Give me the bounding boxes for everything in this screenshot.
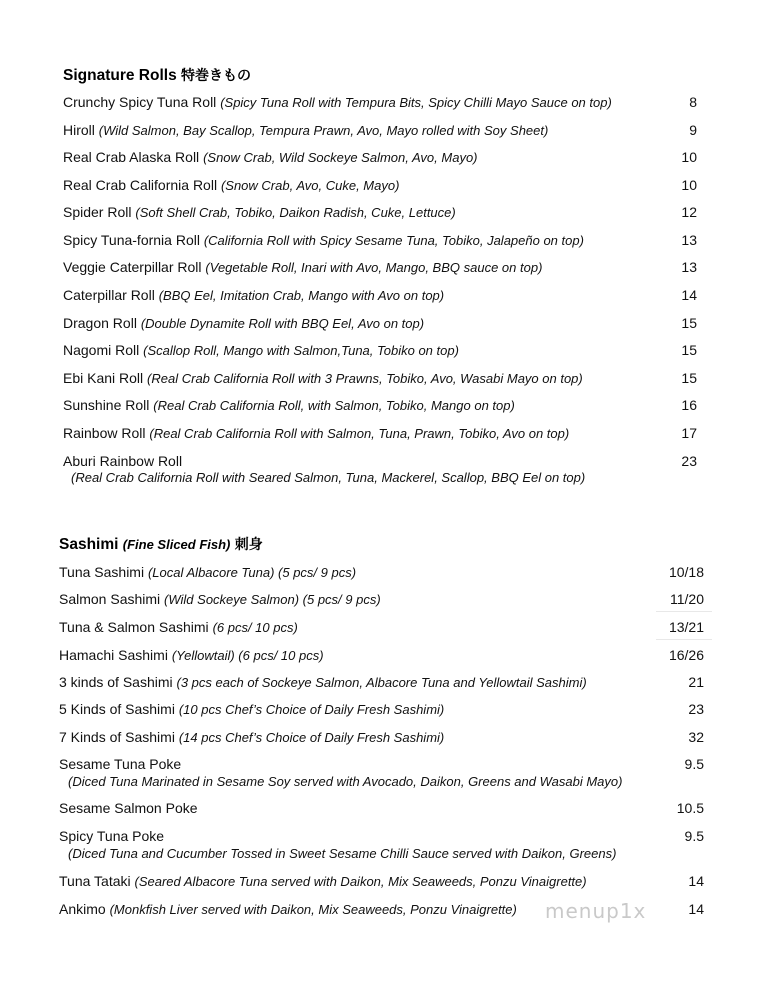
menu-item [59,563,356,582]
item-name: Salmon Sashimi [59,591,161,607]
item-price: 9.5 [684,828,704,844]
sashimi-title-note: (Fine Sliced Fish) [122,537,231,552]
item-name: Rainbow Roll [63,425,146,441]
menu-item [59,646,324,665]
item-price: 10 [681,177,697,193]
menu-item [59,728,444,747]
item-name: Spicy Tuna-fornia Roll [63,232,200,248]
item-price: 16 [681,397,697,413]
menu-item [63,231,584,250]
item-price: 8 [689,94,697,110]
item-description: (Double Dynamite Roll with BBQ Eel, Avo on top) [140,316,425,331]
item-price: 16/26 [668,647,704,663]
item-name: Spider Roll [63,204,132,220]
menu-item [59,799,198,817]
menu-item [63,203,456,222]
item-name: Tuna & Salmon Sashimi [59,619,209,635]
item-name: Hamachi Sashimi [59,647,168,663]
item-description: (Real Crab California Roll with Salmon, Tuna, Prawn, Tobiko, Avo on top) [149,426,570,441]
item-name: Sesame Salmon Poke [59,800,198,816]
item-name: Hiroll [63,122,95,138]
item-price: 12 [681,204,697,220]
menu-item [59,590,381,609]
item-description: (10 pcs Chef’s Choice of Daily Fresh Sashimi) [178,702,445,717]
item-name: Crunchy Spicy Tuna Roll [63,94,217,110]
item-price: 14 [681,287,697,303]
price-divider [656,611,712,612]
item-name: Spicy Tuna Poke [59,828,165,844]
item-name: Sunshine Roll [63,397,150,413]
item-name: Dragon Roll [63,315,137,331]
sashimi-title: Sashimi [59,536,119,553]
item-description: (Monkfish Liver served with Daikon, Mix Seaweeds, Ponzu Vinaigrette) [109,902,517,917]
item-price: 32 [688,729,704,745]
item-name: Aburi Rainbow Roll [63,453,183,469]
item-price: 9 [689,122,697,138]
item-description: (Yellowtail) (6 pcs/ 10 pcs) [171,648,324,663]
item-price: 21 [688,674,704,690]
item-price: 23 [688,701,704,717]
item-name: 3 kinds of Sashimi [59,674,173,690]
item-description: (Scallop Roll, Mango with Salmon,Tuna, Tobiko on top) [143,343,459,358]
signature-rolls-title: Signature Rolls [63,67,177,84]
item-name: Real Crab Alaska Roll [63,149,200,165]
menu-item [63,121,548,140]
menu-item [63,452,182,470]
item-price: 15 [681,370,697,386]
item-description: (Snow Crab, Avo, Cuke, Mayo) [220,178,400,193]
item-price: 14 [688,901,704,917]
item-price: 13 [681,259,697,275]
item-description: (Local Albacore Tuna) (5 pcs/ 9 pcs) [147,565,357,580]
menu-item [63,396,515,415]
item-description: (California Roll with Spicy Sesame Tuna, Tobiko, Jalapeño on top) [203,233,584,248]
item-name: Tuna Sashimi [59,564,145,580]
item-description: (Vegetable Roll, Inari with Avo, Mango, BBQ sauce on top) [205,260,543,275]
item-price: 13 [681,232,697,248]
item-price: 10.5 [676,800,704,816]
sashimi-heading [59,534,263,554]
menu-item [63,424,569,443]
menu-item [59,700,444,719]
item-price: 13/21 [668,619,704,635]
menu-item [59,872,587,891]
price-divider [656,639,712,640]
item-description: (Snow Crab, Wild Sockeye Salmon, Avo, Mayo) [203,150,478,165]
item-name: 7 Kinds of Sashimi [59,729,175,745]
item-description: (Wild Salmon, Bay Scallop, Tempura Prawn, Avo, Mayo rolled with Soy Sheet) [98,123,549,138]
item-name: Tuna Tataki [59,873,131,889]
item-description: (Real Crab California Roll, with Salmon, Tobiko, Mango on top) [153,398,515,413]
item-name: Ankimo [59,901,106,917]
menu-item [63,148,478,167]
menu-item [59,673,587,692]
item-description: (Spicy Tuna Roll with Tempura Bits, Spicy Chilli Mayo Sauce on top) [220,95,612,110]
menu-item [63,258,542,277]
item-description: (Soft Shell Crab, Tobiko, Daikon Radish, Cuke, Lettuce) [135,205,456,220]
item-description: (Diced Tuna Marinated in Sesame Soy served with Avocado, Daikon, Greens and Wasabi Mayo) [68,774,623,789]
watermark: menup1x [545,899,647,923]
item-price: 15 [681,315,697,331]
item-price: 15 [681,342,697,358]
menu-item [63,286,444,305]
item-description: (6 pcs/ 10 pcs) [212,620,298,635]
item-price: 9.5 [684,756,704,772]
item-description: (Real Crab California Roll with 3 Prawns, Tobiko, Avo, Wasabi Mayo on top) [147,371,583,386]
item-description: (14 pcs Chef’s Choice of Daily Fresh Sashimi) [178,730,445,745]
item-description: (Seared Albacore Tuna served with Daikon, Mix Seaweeds, Ponzu Vinaigrette) [134,874,587,889]
menu-item [63,93,612,112]
menu-item [59,900,517,919]
item-name: 5 Kinds of Sashimi [59,701,175,717]
menu-item [63,314,424,333]
item-description: (3 pcs each of Sockeye Salmon, Albacore Tuna and Yellowtail Sashimi) [176,675,587,690]
menu-item [63,341,459,360]
item-description: (Diced Tuna and Cucumber Tossed in Sweet Sesame Chilli Sauce served with Daikon, Greens) [68,846,617,861]
item-name: Caterpillar Roll [63,287,155,303]
item-name: Veggie Caterpillar Roll [63,259,202,275]
menu-item [59,755,181,773]
menu-item [59,827,164,845]
item-description: (Real Crab California Roll with Seared Salmon, Tuna, Mackerel, Scallop, BBQ Eel on top) [71,470,586,485]
item-price: 11/20 [670,591,704,607]
menu-item [59,618,298,637]
item-price: 10/18 [668,564,704,580]
item-name: Real Crab California Roll [63,177,218,193]
item-name: Ebi Kani Roll [63,370,144,386]
menu-item [63,176,399,195]
item-name: Nagomi Roll [63,342,140,358]
item-price: 17 [681,425,697,441]
sashimi-title-jp: 刺身 [234,537,263,553]
signature-rolls-title-jp: 特巻きもの [181,68,251,84]
item-price: 10 [681,149,697,165]
menu-item [63,369,583,388]
item-description: (BBQ Eel, Imitation Crab, Mango with Avo on top) [158,288,445,303]
item-price: 14 [688,873,704,889]
item-price: 23 [681,453,697,469]
item-description: (Wild Sockeye Salmon) (5 pcs/ 9 pcs) [164,592,381,607]
signature-rolls-heading [63,65,251,85]
item-name: Sesame Tuna Poke [59,756,182,772]
